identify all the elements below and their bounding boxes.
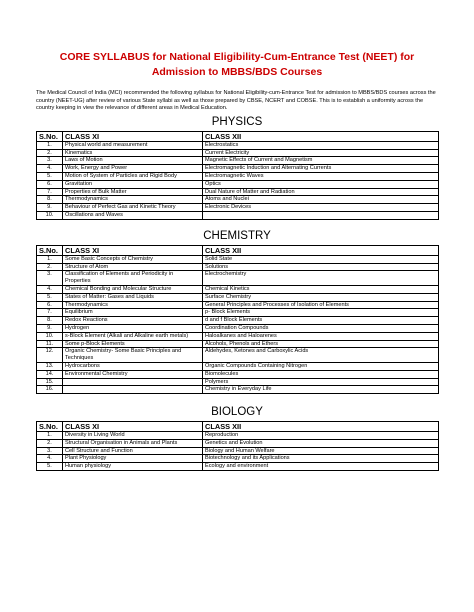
class-xi-topic: States of Matter: Gases and Liquids	[63, 293, 203, 301]
row-number: 10.	[37, 211, 63, 219]
class-xi-topic: Oscillations and Waves	[63, 211, 203, 219]
header-sno: S.No.	[37, 131, 63, 141]
row-number: 8.	[37, 196, 63, 204]
class-xi-topic	[63, 378, 203, 386]
class-xii-topic: General Principles and Processes of Isolation of Elements	[203, 301, 439, 309]
class-xii-topic: Polymers	[203, 378, 439, 386]
class-xii-topic: Solutions	[203, 263, 439, 271]
class-xii-topic: Solid State	[203, 255, 439, 263]
intro-paragraph: The Medical Council of India (MCI) recommended the following syllabus for National Eligibility-cum-Entrance Test for admission to MBBS/BDS courses across the country (NEET-UG) after review of various State syllabi as well as those prepared by CBSE, NCERT and COBSE. This is to establish a uniformity across the country keeping in view the relevance of different areas in Medical Education.	[36, 90, 436, 112]
class-xii-topic: Organic Compounds Containing Nitrogen	[203, 362, 439, 370]
header-class-xi: CLASS XI	[63, 131, 203, 141]
class-xi-topic: Cell Structure and Function	[63, 447, 203, 455]
row-number: 8.	[37, 317, 63, 325]
chemistry-title: CHEMISTRY	[203, 229, 271, 242]
class-xi-topic: Motion of System of Particles and Rigid Body	[63, 172, 203, 180]
class-xi-topic: Plant Physiology	[63, 455, 203, 463]
class-xii-topic: Reproduction	[203, 432, 439, 440]
row-number: 13.	[37, 362, 63, 370]
table-row	[37, 255, 439, 263]
title-line-2: Admission to MBBS/BDS Courses	[151, 66, 323, 78]
class-xi-topic: Structural Organisation in Animals and Plants	[63, 439, 203, 447]
class-xi-topic: Organic Chemistry- Some Basic Principles and Techniques	[63, 348, 203, 363]
row-number: 16.	[37, 386, 63, 394]
row-number: 14.	[37, 370, 63, 378]
table-row	[37, 348, 439, 363]
class-xi-topic: Environmental Chemistry	[63, 370, 203, 378]
table-row	[37, 439, 439, 447]
class-xi-topic: Equilibrium	[63, 309, 203, 317]
table-row	[37, 271, 439, 286]
table-row	[37, 455, 439, 463]
row-number: 5.	[37, 293, 63, 301]
class-xii-topic: Electromagnetic Waves	[203, 172, 439, 180]
class-xii-topic: Aldehydes, Ketones and Carboxylic Acids	[203, 348, 439, 363]
header-sno: S.No.	[37, 422, 63, 432]
class-xi-topic: Classification of Elements and Periodicity in Properties	[63, 271, 203, 286]
class-xi-topic: s-Block Element (Alkali and Alkaline earth metals)	[63, 332, 203, 340]
class-xii-topic: Atoms and Nuclei	[203, 196, 439, 204]
class-xi-topic: Diversity in Living World	[63, 432, 203, 440]
class-xi-topic: Physical world and measurement	[63, 141, 203, 149]
table-row	[37, 196, 439, 204]
table-row	[37, 301, 439, 309]
row-number: 4.	[37, 165, 63, 173]
table-row	[37, 211, 439, 219]
header-class-xii: CLASS XII	[203, 245, 439, 255]
row-number: 7.	[37, 309, 63, 317]
row-number: 4.	[37, 455, 63, 463]
table-row	[37, 141, 439, 149]
biology-table-body	[37, 432, 439, 471]
class-xi-topic: Gravitation	[63, 180, 203, 188]
physics-table-body	[37, 141, 439, 219]
class-xii-topic: Surface Chemistry	[203, 293, 439, 301]
row-number: 15.	[37, 378, 63, 386]
header-class-xi: CLASS XI	[63, 422, 203, 432]
table-row	[37, 332, 439, 340]
class-xii-topic: Dual Nature of Matter and Radiation	[203, 188, 439, 196]
class-xii-topic: Current Electricity	[203, 149, 439, 157]
class-xii-topic: Genetics and Evolution	[203, 439, 439, 447]
class-xii-topic: Magnetic Effects of Current and Magnetism	[203, 157, 439, 165]
row-number: 7.	[37, 188, 63, 196]
class-xii-topic: Electronic Devices	[203, 204, 439, 212]
header-class-xii: CLASS XII	[203, 422, 439, 432]
table-row	[37, 188, 439, 196]
class-xii-topic: Haloalkanes and Haloarenes	[203, 332, 439, 340]
class-xi-topic: Some p-Block Elements	[63, 340, 203, 348]
class-xi-topic: Thermodynamics	[63, 301, 203, 309]
biology-title: BIOLOGY	[211, 406, 263, 419]
table-row	[37, 180, 439, 188]
class-xii-topic: Optics	[203, 180, 439, 188]
row-number: 4.	[37, 285, 63, 293]
table-row	[37, 157, 439, 165]
class-xii-topic: Coordination Compounds	[203, 324, 439, 332]
chemistry-table	[36, 245, 439, 394]
class-xii-topic: Electromagnetic Induction and Alternating Currents	[203, 165, 439, 173]
table-row	[37, 204, 439, 212]
class-xi-topic: Laws of Motion	[63, 157, 203, 165]
class-xi-topic: Thermodynamics	[63, 196, 203, 204]
physics-section	[36, 116, 438, 220]
table-row	[37, 293, 439, 301]
table-row	[37, 378, 439, 386]
row-number: 6.	[37, 301, 63, 309]
class-xii-topic: d and f Block Elements	[203, 317, 439, 325]
biology-section	[36, 406, 438, 471]
table-row	[37, 463, 439, 471]
header-class-xii: CLASS XII	[203, 131, 439, 141]
table-row	[37, 285, 439, 293]
row-number: 10.	[37, 332, 63, 340]
table-row	[37, 386, 439, 394]
row-number: 2.	[37, 439, 63, 447]
class-xi-topic: Chemical Bonding and Molecular Structure	[63, 285, 203, 293]
class-xii-topic: Biology and Human Welfare	[203, 447, 439, 455]
class-xi-topic: Redox Reactions	[63, 317, 203, 325]
row-number: 6.	[37, 180, 63, 188]
header-sno: S.No.	[37, 245, 63, 255]
row-number: 5.	[37, 172, 63, 180]
row-number: 1.	[37, 141, 63, 149]
class-xii-topic: Chemical Kinetics	[203, 285, 439, 293]
class-xii-topic: Biotechnology and its Applications	[203, 455, 439, 463]
document-title	[36, 50, 438, 80]
class-xi-topic: Human physiology	[63, 463, 203, 471]
row-number: 1.	[37, 432, 63, 440]
table-row	[37, 317, 439, 325]
physics-title: PHYSICS	[211, 115, 263, 128]
chemistry-table-body	[37, 255, 439, 393]
table-row	[37, 362, 439, 370]
table-row	[37, 309, 439, 317]
row-number: 12.	[37, 348, 63, 363]
row-number: 11.	[37, 340, 63, 348]
class-xii-topic: p- Block Elements	[203, 309, 439, 317]
row-number: 1.	[37, 255, 63, 263]
class-xii-topic: Ecology and environment	[203, 463, 439, 471]
class-xi-topic: Behaviour of Perfect Gas and Kinetic Theory	[63, 204, 203, 212]
table-row	[37, 165, 439, 173]
class-xi-topic	[63, 386, 203, 394]
table-row	[37, 340, 439, 348]
class-xi-topic: Structure of Atom	[63, 263, 203, 271]
row-number: 2.	[37, 263, 63, 271]
table-row	[37, 447, 439, 455]
table-row	[37, 149, 439, 157]
class-xi-topic: Some Basic Concepts of Chemistry	[63, 255, 203, 263]
class-xi-topic: Hydrocarbons	[63, 362, 203, 370]
physics-header-row	[37, 131, 439, 141]
class-xii-topic: Alcohols, Phenols and Ethers	[203, 340, 439, 348]
row-number: 3.	[37, 157, 63, 165]
class-xi-topic: Hydrogen	[63, 324, 203, 332]
header-class-xi: CLASS XI	[63, 245, 203, 255]
physics-table	[36, 131, 439, 220]
biology-header-row	[37, 422, 439, 432]
row-number: 3.	[37, 447, 63, 455]
biology-table	[36, 421, 439, 471]
class-xi-topic: Kinematics	[63, 149, 203, 157]
table-row	[37, 432, 439, 440]
row-number: 3.	[37, 271, 63, 286]
table-row	[37, 370, 439, 378]
row-number: 9.	[37, 204, 63, 212]
class-xii-topic: Chemistry in Everyday Life	[203, 386, 439, 394]
row-number: 5.	[37, 463, 63, 471]
chemistry-header-row	[37, 245, 439, 255]
title-line-1: CORE SYLLABUS for National Eligibility-Cum-Entrance Test (NEET) for	[59, 51, 415, 63]
class-xi-topic: Work, Energy and Power	[63, 165, 203, 173]
chemistry-section	[36, 230, 438, 394]
class-xii-topic: Biomolecules	[203, 370, 439, 378]
row-number: 9.	[37, 324, 63, 332]
class-xii-topic: Electrostatics	[203, 141, 439, 149]
table-row	[37, 324, 439, 332]
class-xii-topic: Electrochemistry	[203, 271, 439, 286]
table-row	[37, 172, 439, 180]
row-number: 2.	[37, 149, 63, 157]
class-xi-topic: Properties of Bulk Matter	[63, 188, 203, 196]
class-xii-topic	[203, 211, 439, 219]
table-row	[37, 263, 439, 271]
